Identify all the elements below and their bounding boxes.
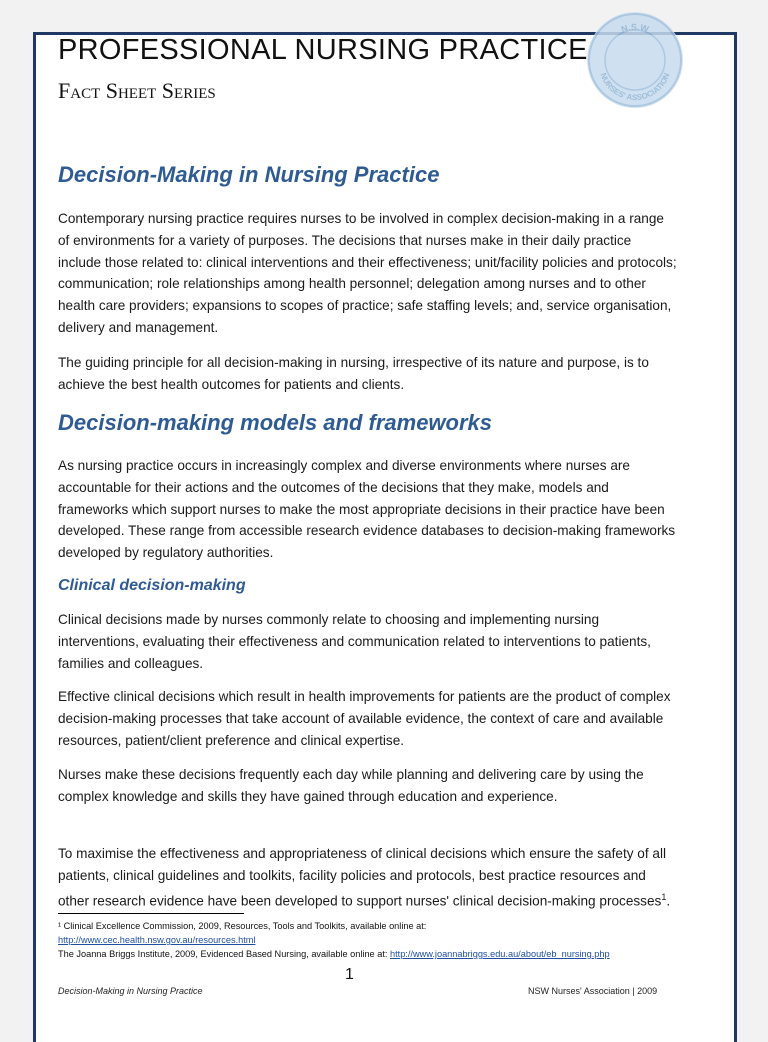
paragraph-guiding-principle: The guiding principle for all decision-making in nursing, irrespective of its nature and purpose, is to achieve the best health outcomes for patients and clients. [58,355,649,392]
paragraph-maximise-end: . [666,893,671,909]
footnotes [58,919,678,961]
logo-bottom-text: NURSES' ASSOCIATION [598,71,672,103]
footer-document-name: Decision-Making in Nursing Practice [58,986,203,996]
main-heading: Decision-Making in Nursing Practice [58,162,440,187]
footnote-1-link[interactable]: http://www.cec.health.nsw.gov.au/resources.html [58,935,256,945]
models-heading: Decision-making models and frameworks [58,410,493,435]
nsw-nurses-association-logo [587,12,683,108]
paragraph-clinical-decisions: Clinical decisions made by nurses commonly relate to choosing and implementing nursing interventions, evaluating their effectiveness and communication related to interventions to patients, families and colleagues. [58,612,651,671]
clinical-heading: Clinical decision-making [58,577,246,594]
paragraph-models: As nursing practice occurs in increasingly complex and diverse environments where nurses are accountable for their actions and the outcomes of the decisions that they make, models and frameworks which support nurses to make the most appropriate decisions in their practice have been developed. These range from accessible research evidence databases to decision-making frameworks developed by regulatory authorities. [58,458,676,561]
paragraph-maximise [58,843,678,912]
paragraph-effective-decisions: Effective clinical decisions which result in health improvements for patients are the product of complex decision-making processes that take account of available evidence, the context of care and available resources, patient/client preference and clinical expertise. [58,689,671,748]
footnote-rule [58,913,244,914]
footer-publisher: NSW Nurses' Association | 2009 [528,986,658,996]
page-number: 1 [345,966,354,983]
paragraph-maximise-text: To maximise the effectiveness and appropriateness of clinical decisions which ensure the safety of all patients, clinical guidelines and toolkits, facility policies and protocols, best practice resources and other research evidence have been developed to support nurses' clinical decision-making processes [58,846,667,909]
footnote-2-text: The Joanna Briggs Institute, 2009, Evidenced Based Nursing, available online at: [58,949,390,959]
document-subtitle: Fact Sheet Series [58,78,216,103]
document-title: PROFESSIONAL NURSING PRACTICE [58,34,588,66]
paragraph-intro: Contemporary nursing practice requires nurses to be involved in complex decision-making in a range of environments for a variety of purposes. The decisions that nurses make in their daily practice include those related to: clinical interventions and their effectiveness; unit/facility policies and protocols; communication; role relationships among health personnel; delegation among nurses and to other health care providers; expansions to scopes of practice; safe staffing levels; and, service organisation, delivery and management. [58,211,677,335]
footnote-1 [58,919,678,933]
footnote-ref[interactable]: 1 [661,891,667,902]
footnote-2 [58,947,678,961]
footnote-2-link[interactable]: http://www.joannabriggs.edu.au/about/eb_nursing.php [389,949,610,959]
footnote-1-text: ¹ Clinical Excellence Commission, 2009, Resources, Tools and Toolkits, available online at: [58,921,427,931]
logo-top-text: N.S.W [619,21,650,35]
paragraph-frequency: Nurses make these decisions frequently each day while planning and delivering care by using the complex knowledge and skills they have gained through education and experience. [58,767,644,804]
